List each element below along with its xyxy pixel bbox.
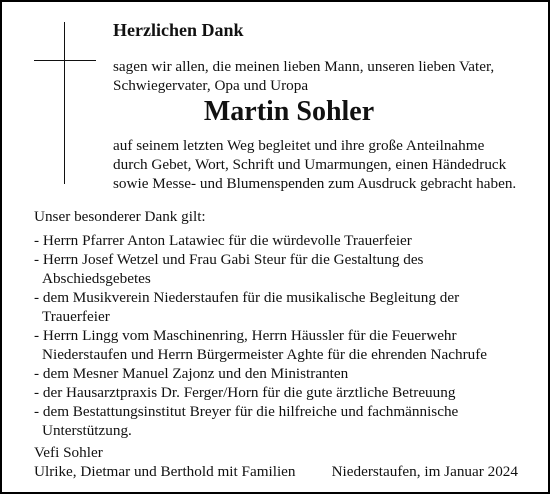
thanks-item: - Herrn Josef Wetzel und Frau Gabi Steur für die Gestaltung des	[34, 251, 424, 268]
thanks-item: - dem Mesner Manuel Zajonz und den Ministranten	[34, 365, 349, 382]
signature-place-date: Niederstaufen, im Januar 2024	[331, 463, 518, 480]
intro-line: sagen wir allen, die meinen lieben Mann, unseren lieben Vater,	[113, 58, 495, 75]
signature-family: Ulrike, Dietmar und Berthold mit Familien	[34, 463, 296, 480]
intro-paragraph	[113, 57, 494, 95]
thanks-item: - Herrn Lingg vom Maschinenring, Herrn Häussler für die Feuerwehr	[34, 327, 457, 344]
signature-name: Vefi Sohler	[34, 444, 103, 461]
thanks-item: - dem Musikverein Niederstaufen für die musikalische Begleitung der	[34, 289, 460, 306]
body-paragraph	[113, 136, 516, 193]
thanks-item: - Herrn Pfarrer Anton Latawiec für die würdevolle Trauerfeier	[34, 232, 412, 249]
special-thanks-intro: Unser besonderer Dank gilt:	[34, 208, 206, 225]
body-line: auf seinem letzten Weg begleitet und ihre große Anteilnahme	[113, 137, 485, 154]
intro-line: Schwiegervater, Opa und Uropa	[113, 77, 309, 94]
body-line: durch Gebet, Wort, Schrift und Umarmungen, einen Händedruck	[113, 156, 507, 173]
thanks-list	[34, 231, 487, 440]
thanks-item-continuation: Unterstützung.	[42, 422, 132, 439]
thanks-item-continuation: Abschiedsgebetes	[42, 270, 151, 287]
deceased-name: Martin Sohler	[203, 96, 375, 127]
cross-horizontal-bar	[34, 60, 96, 61]
thanks-heading: Herzlichen Dank	[113, 20, 244, 40]
thanks-item-continuation: Niederstaufen und Herrn Bürgermeister Aghte für die ehrenden Nachrufe	[42, 346, 488, 363]
body-line: sowie Messe- und Blumenspenden zum Ausdruck gebracht haben.	[113, 175, 517, 192]
thanks-item: - dem Bestattungsinstitut Breyer für die hilfreiche und fachmännische	[34, 403, 459, 420]
thanks-item-continuation: Trauerfeier	[42, 308, 110, 325]
thanks-item: - der Hausarztpraxis Dr. Ferger/Horn für die gute ärztliche Betreuung	[34, 384, 456, 401]
